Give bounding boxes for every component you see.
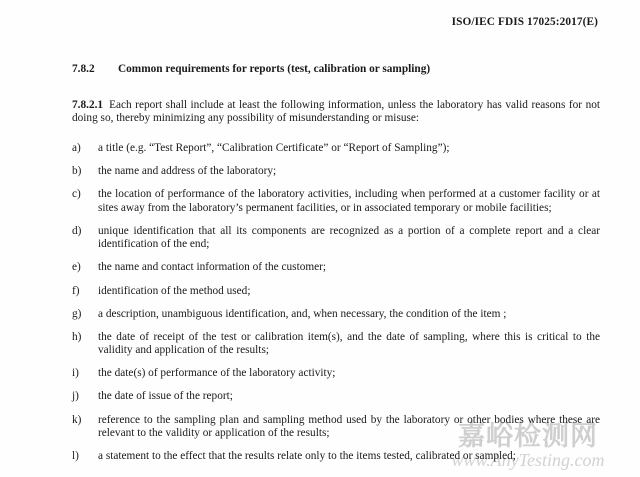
watermark-latin-text: www.AnyTesting.com [451, 450, 605, 471]
list-item-marker: g) [72, 307, 82, 320]
section-title: Common requirements for reports (test, calibration or sampling) [118, 63, 431, 75]
list-item-marker: h) [72, 330, 82, 343]
list-item-text: the name and contact information of the customer; [98, 261, 327, 274]
list-item [72, 165, 600, 179]
list-item-text: a description, unambiguous identification, and, when necessary, the condition of the item ; [98, 307, 507, 320]
list-item [72, 285, 600, 299]
list-item-marker: i) [72, 367, 79, 380]
list-item-marker: b) [72, 164, 82, 177]
list-item-text: the date of issue of the report; [98, 390, 233, 403]
clause-number: 7.8.2.1 [72, 98, 104, 111]
list-item [72, 414, 600, 441]
list-item-text: the date(s) of performance of the laboratory activity; [98, 367, 336, 380]
clause-paragraph [72, 99, 600, 126]
list-item-marker: c) [72, 188, 81, 201]
requirements-list [72, 142, 600, 464]
list-item-marker: j) [72, 390, 79, 403]
section-number: 7.8.2 [72, 63, 95, 75]
list-item [72, 308, 600, 322]
list-item [72, 142, 600, 156]
document-header-standard-id: ISO/IEC FDIS 17025:2017(E) [451, 16, 598, 28]
list-item-marker: e) [72, 261, 81, 274]
document-body [72, 62, 600, 473]
list-item-marker: d) [72, 224, 82, 237]
list-item [72, 261, 600, 275]
list-item [72, 367, 600, 381]
list-item-text: the name and address of the laboratory; [98, 164, 277, 177]
list-item-marker: l) [72, 450, 79, 463]
list-item [72, 390, 600, 404]
list-item [72, 225, 600, 252]
clause-text: Each report shall include at least the following information, unless the laboratory has valid reasons for not doing so, thereby minimizing any possibility of misunderstanding or misuse: [72, 98, 600, 125]
list-item-text: reference to the sampling plan and sampling method used by the laboratory or other bodies where these are relevant to the validity or application of the results; [98, 413, 600, 440]
watermark-chinese-text: 嘉峪检测网 [458, 421, 598, 453]
list-item-marker: a) [72, 141, 81, 154]
list-item-marker: k) [72, 413, 82, 426]
section-heading [72, 62, 600, 77]
list-item-text: identification of the method used; [98, 284, 251, 297]
list-item-text: a statement to the effect that the results relate only to the items tested, calibrated or sampled; [98, 450, 516, 463]
list-item-text: a title (e.g. “Test Report”, “Calibration Certificate” or “Report of Sampling”); [98, 141, 450, 154]
list-item-marker: f) [72, 284, 80, 297]
list-item [72, 450, 600, 464]
list-item [72, 331, 600, 358]
list-item [72, 188, 600, 215]
list-item-text: unique identification that all its components are recognized as a portion of a complete report and a clear identification of the end; [98, 224, 600, 251]
list-item-text: the date of receipt of the test or calibration item(s), and the date of sampling, where this is critical to the validity and application of the results; [98, 330, 600, 357]
list-item-text: the location of performance of the laboratory activities, including when performed at a customer facility or at sites away from the laboratory’s permanent facilities, or in associated temporary or mobile facilities; [98, 188, 600, 214]
